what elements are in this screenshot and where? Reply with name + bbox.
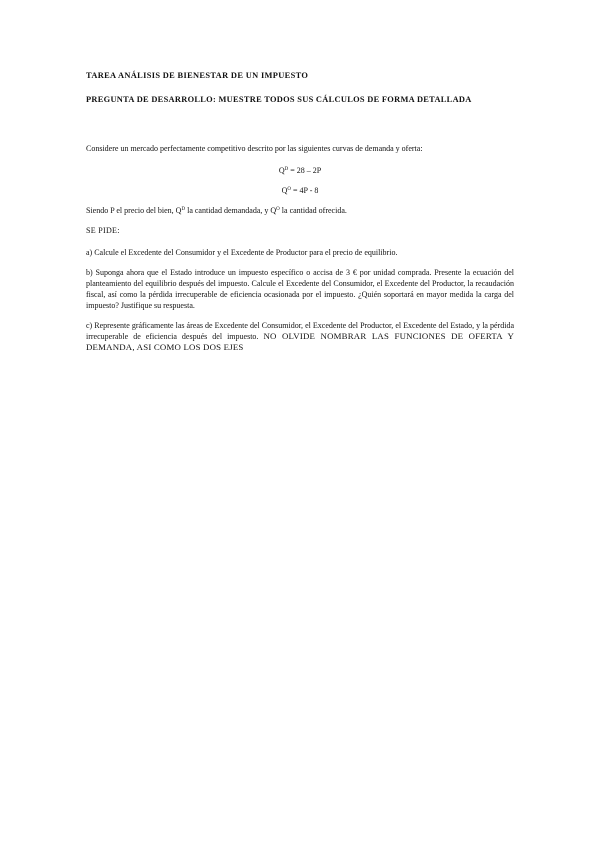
- demand-equation-rhs: = 28 – 2P: [290, 166, 322, 175]
- definitions-paragraph: [86, 205, 514, 216]
- document-subtitle: PREGUNTA DE DESARROLLO: MUESTRE TODOS SUS CÁLCULOS DE FORMA DETALLADA: [86, 95, 472, 104]
- definitions-text-3: la cantidad ofrecida.: [279, 206, 347, 215]
- question-c: [86, 320, 514, 353]
- document-body: [86, 70, 514, 362]
- question-c-text: c) Represente gráficamente las áreas de Excedente del Consumidor, el Excedente del Productor, el Excedente del Estado, y la pérdida irrecuperable de eficiencia después del impuesto.: [86, 321, 514, 341]
- supply-equation-lhs: Q: [281, 186, 288, 195]
- question-c-emphasis: NO OLVIDE NOMBRAR LAS FUNCIONES DE OFERTA Y DEMANDA, ASI COMO LOS DOS EJES: [86, 331, 515, 352]
- supply-equation-rhs: = 4P - 8: [293, 186, 319, 195]
- document-title: TAREA ANÁLISIS DE BIENESTAR DE UN IMPUESTO: [86, 71, 309, 80]
- demand-equation-superscript: D: [284, 167, 289, 172]
- supply-equation: [86, 185, 514, 196]
- se-pide-heading: SE PIDE:: [86, 226, 120, 235]
- definitions-text-2: la cantidad demandada, y Q: [185, 206, 277, 215]
- question-b: b) Suponga ahora que el Estado introduce un impuesto específico o accisa de 3 € por unidad comprada. Presente la ecuación del planteamiento del equilibrio después del impuesto. Calcule el Excedente del Consumidor, el Excedente del Productor, la recaudación fiscal, así como la pérdida irrecuperable de eficiencia ocasionada por el impuesto. ¿Quién soportará en mayor medida la carga del impuesto? Justifique su respuesta.: [86, 268, 514, 310]
- supply-equation-superscript: O: [287, 187, 292, 192]
- definitions-superscript-1: D: [181, 207, 186, 212]
- intro-paragraph: Considere un mercado perfectamente competitivo descrito por las siguientes curvas de demanda y oferta:: [86, 144, 423, 153]
- definitions-text-1: Siendo P el precio del bien, Q: [86, 206, 182, 215]
- demand-equation-lhs: Q: [278, 166, 285, 175]
- question-a: a) Calcule el Excedente del Consumidor y el Excedente de Productor para el precio de equilibrio.: [86, 248, 398, 257]
- definitions-superscript-2: O: [276, 207, 280, 212]
- demand-equation: [86, 165, 514, 176]
